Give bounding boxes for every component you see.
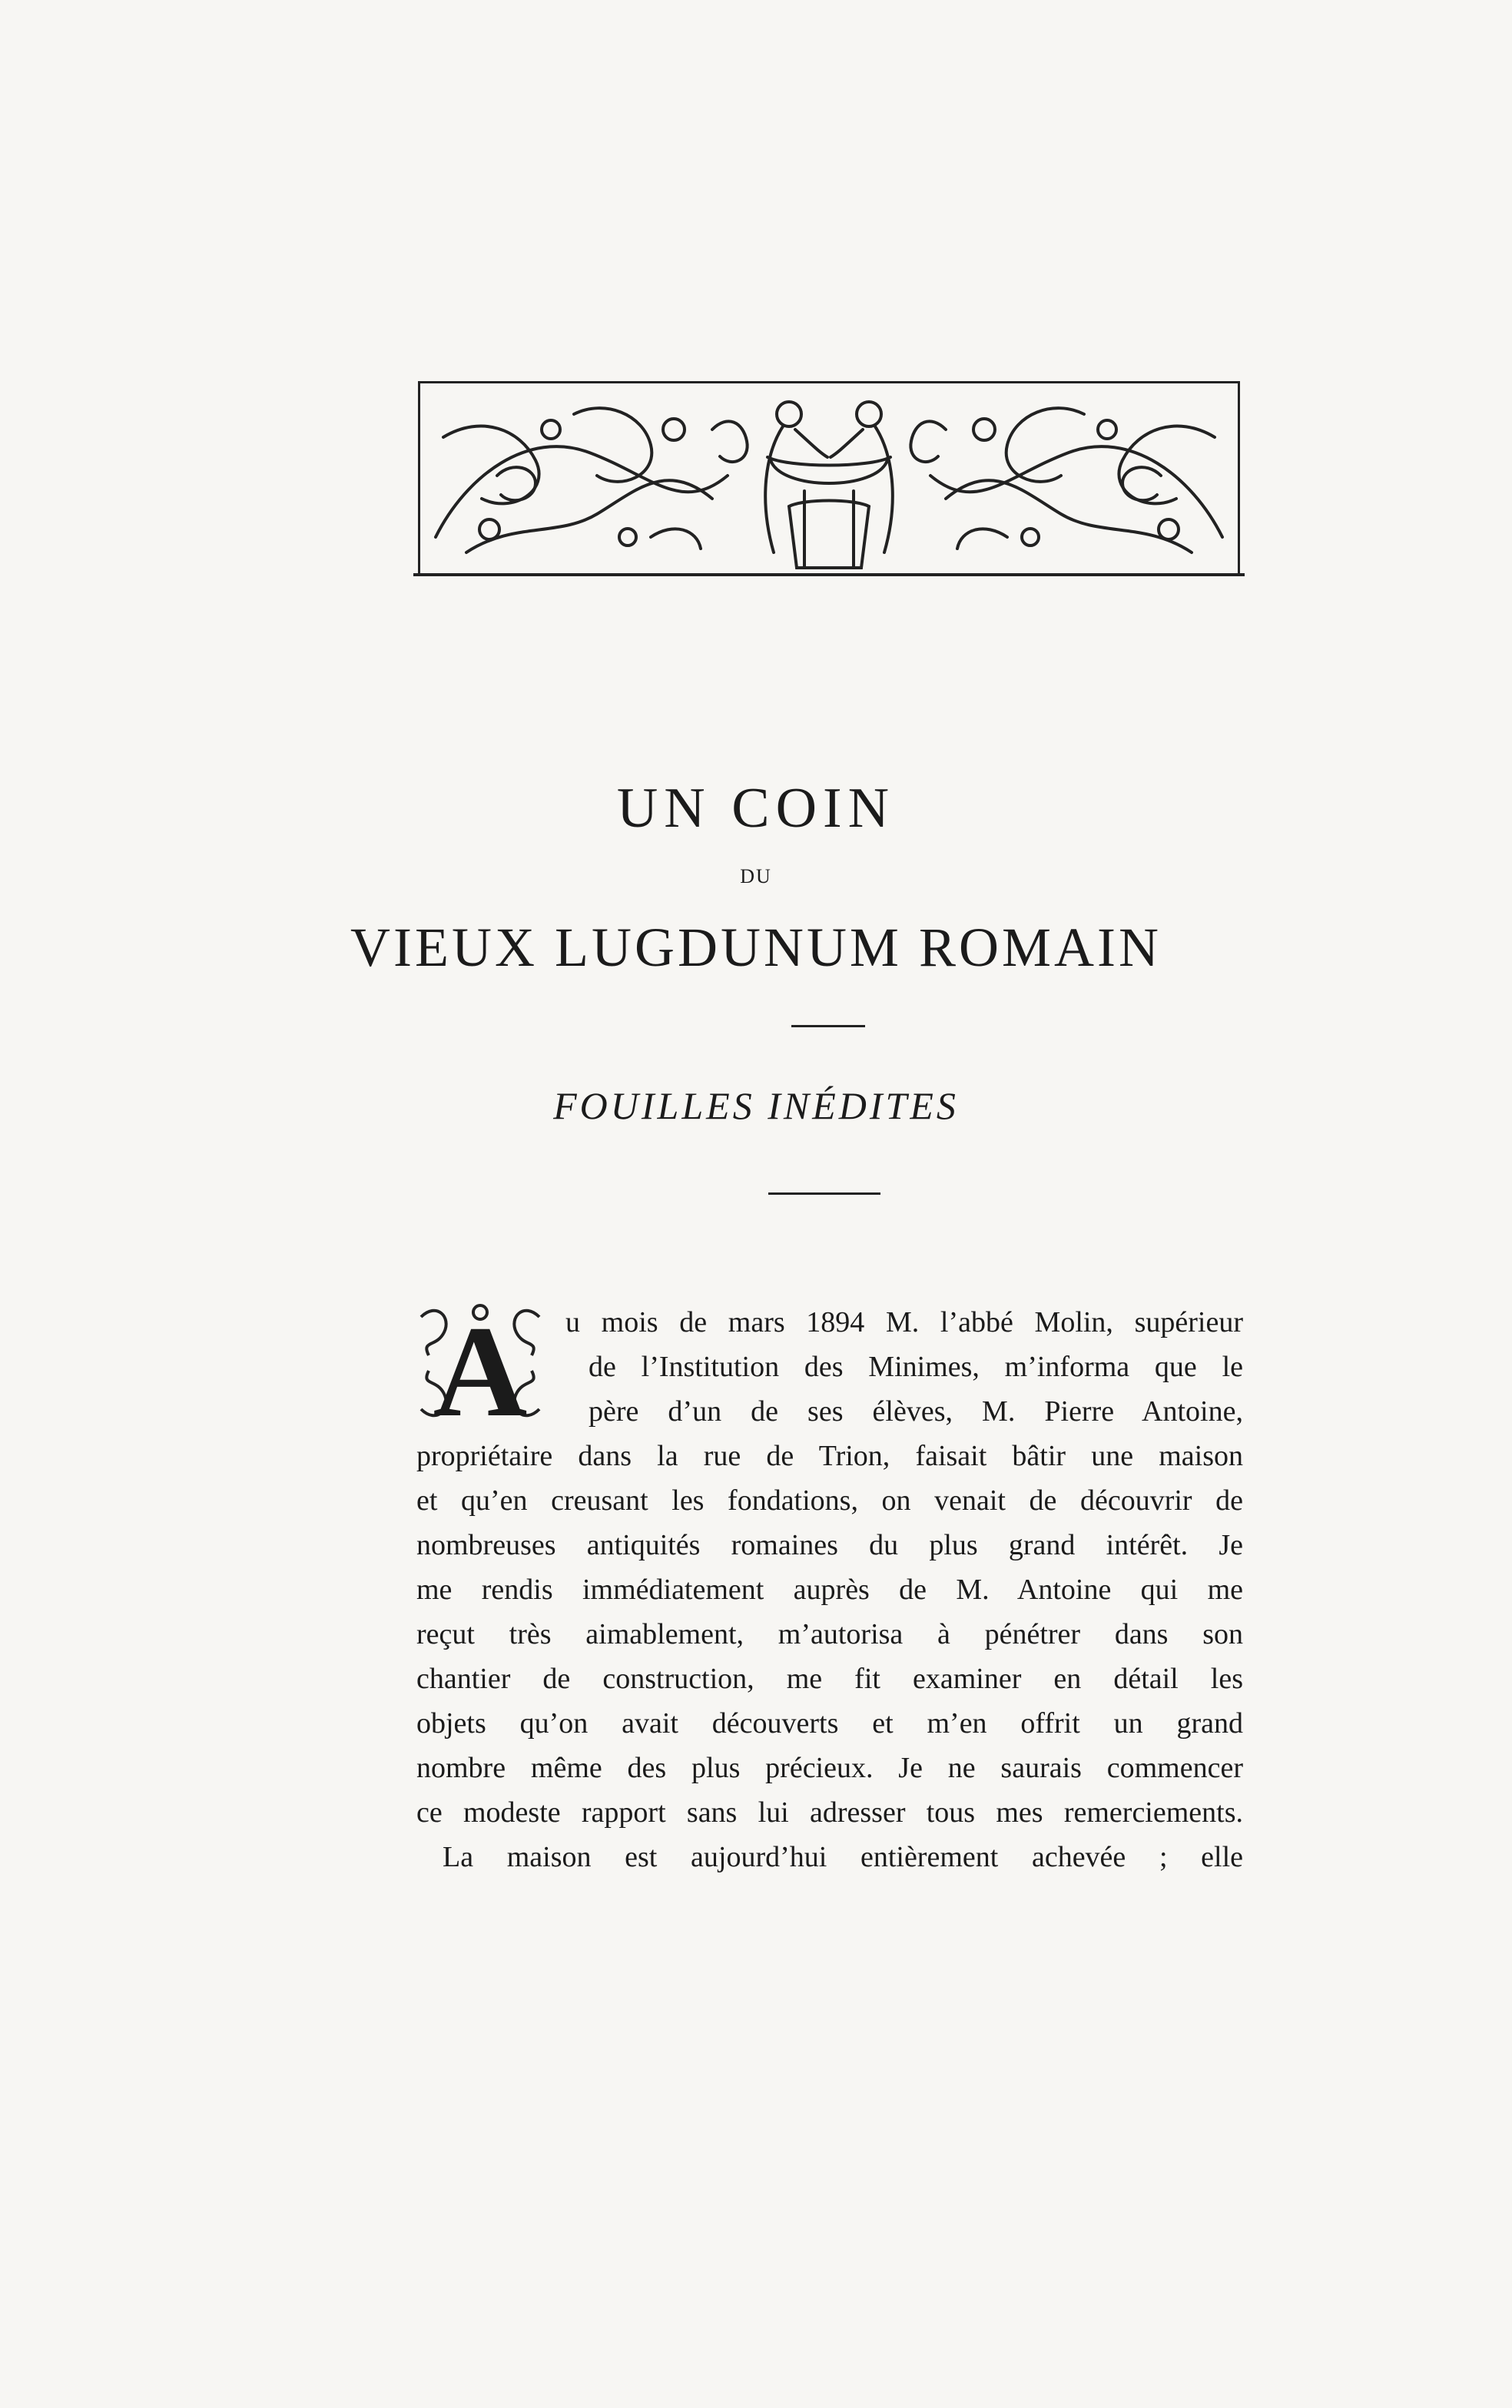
body-line: ce modeste rapport sans lui adresser tous mes remerciements. (416, 1796, 1243, 1829)
title-line-2: DU (740, 865, 772, 887)
body-line: père d’un de ses élèves, M. Pierre Antoine, (589, 1395, 1243, 1428)
subtitle-divider (768, 1192, 880, 1195)
body-line: chantier de construction, me fit examiner en détail les (416, 1663, 1243, 1695)
title-line-3: VIEUX LUGDUNUM ROMAIN (350, 917, 1162, 978)
ornamental-headpiece (418, 381, 1240, 576)
body-line: et qu’en creusant les fondations, on venait de découvrir de (416, 1484, 1243, 1517)
headpiece-bottom-rule (413, 573, 1245, 576)
title-line-1: UN COIN (616, 777, 896, 840)
body-line: nombre même des plus précieux. Je ne saurais commencer (416, 1752, 1243, 1784)
body-line: propriétaire dans la rue de Trion, faisait bâtir une maison (416, 1440, 1243, 1472)
body-line: me rendis immédiatement auprès de M. Antoine qui me (416, 1574, 1243, 1606)
body-line: u mois de mars 1894 M. l’abbé Molin, supérieur (565, 1306, 1243, 1338)
body-line: de l’Institution des Minimes, m’informa que le (589, 1351, 1243, 1383)
body-line: reçut très aimablement, m’autorisa à pénétrer dans son (416, 1618, 1243, 1650)
subtitle: FOUILLES INÉDITES (553, 1084, 959, 1127)
body-line: La maison est aujourd’hui entièrement achevée ; elle (443, 1841, 1243, 1873)
title-divider (791, 1025, 865, 1027)
headpiece-illustration (420, 383, 1238, 574)
drop-cap-letter: A (433, 1302, 528, 1426)
body-line: objets qu’on avait découverts et m’en offrit un grand (416, 1707, 1243, 1740)
body-line: nombreuses antiquités romaines du plus grand intérêt. Je (416, 1529, 1243, 1561)
drop-cap (413, 1302, 547, 1426)
